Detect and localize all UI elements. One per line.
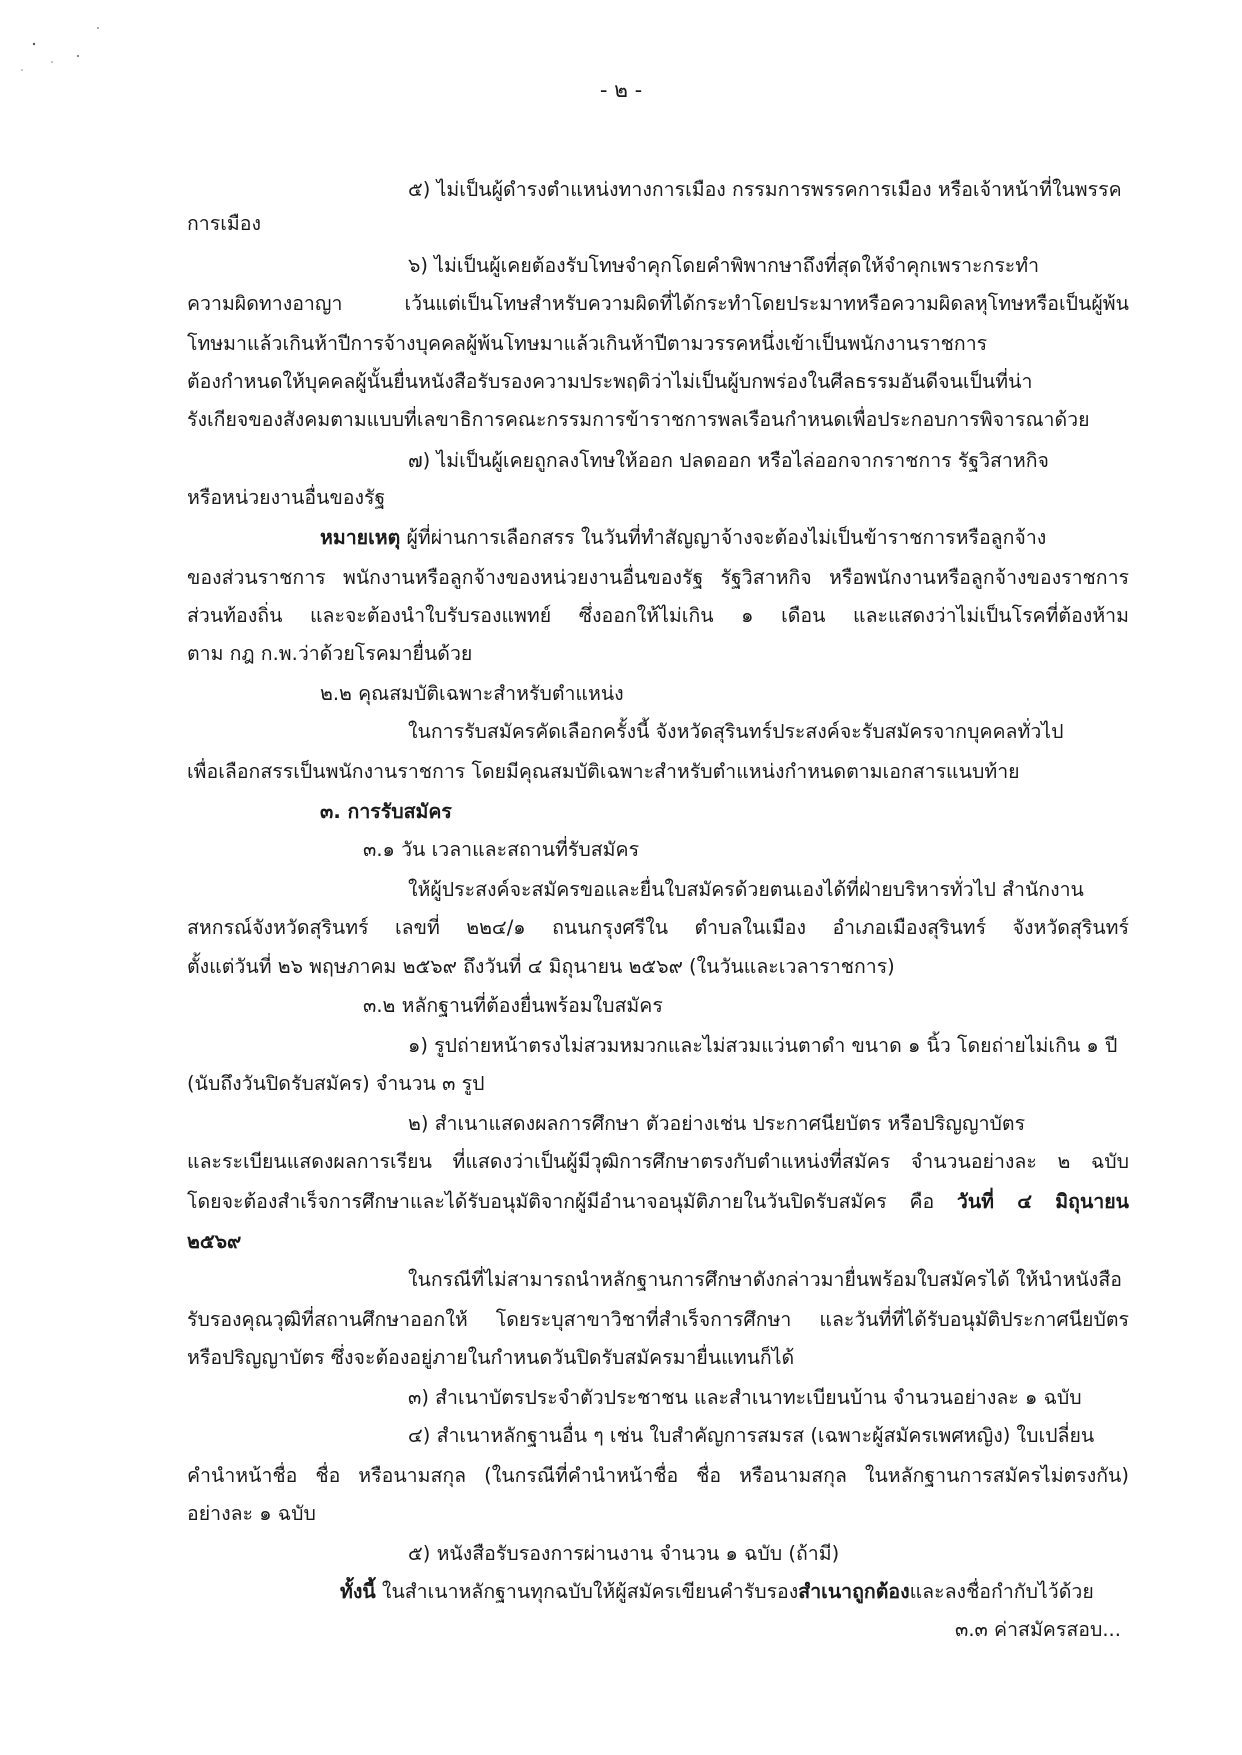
- deadline-date: วันที่ ๔ มิถุนายน: [956, 1190, 1130, 1213]
- clause-5: ๕) ไม่เป็นผู้ดำรงตำแหน่งทางการเมือง กรรมการพรรคการเมือง หรือเจ้าหน้าที่ในพรรค: [408, 178, 1122, 201]
- alt-proof-line-2: รับรองคุณวุฒิที่สถานศึกษาออกให้ โดยระบุสาขาวิชาที่สำเร็จการศึกษา และวันที่ที่ได้รับอนุมัติประกาศนียบัตร: [187, 1308, 1129, 1331]
- note-text: ผู้ที่ผ่านการเลือกสรร ในวันที่ทำสัญญาจ้างจะต้องไม่เป็นข้าราชการหรือลูกจ้าง: [400, 526, 1047, 549]
- note-line-2: ของส่วนราชการ พนักงานหรือลูกจ้างของหน่วยงานอื่นของรัฐ รัฐวิสาหกิจ หรือพนักงานหรือลูกจ้างของราชการ: [187, 566, 1129, 589]
- section-2-2-text-cont: เพื่อเลือกสรรเป็นพนักงานราชการ โดยมีคุณสมบัติเฉพาะสำหรับตำแหน่งกำหนดตามเอกสารแนบท้าย: [187, 760, 1020, 783]
- note-paragraph: [320, 524, 1046, 552]
- section-3-heading: ๓. การรับสมัคร: [320, 800, 452, 823]
- item-1-cont: (นับถึงวันปิดรับสมัคร) จำนวน ๓ รูป: [187, 1072, 485, 1095]
- clause-5-cont: การเมือง: [187, 212, 261, 235]
- item-4-line-2: คำนำหน้าชื่อ ชื่อ หรือนามสกุล (ในกรณีที่คำนำหน้าชื่อ ชื่อ หรือนามสกุล ในหลักฐานการสมัครไม่ตรงกัน): [187, 1464, 1129, 1487]
- certification-label: ทั้งนี้: [340, 1580, 376, 1603]
- item-5: ๕) หนังสือรับรองการผ่านงาน จำนวน ๑ ฉบับ (ถ้ามี): [408, 1542, 840, 1565]
- section-3-2-heading: ๓.๒ หลักฐานที่ต้องยื่นพร้อมใบสมัคร: [363, 994, 663, 1017]
- alt-proof-paragraph: ในกรณีที่ไม่สามารถนำหลักฐานการศึกษาดังกล่าวมายื่นพร้อมใบสมัครได้ ให้นำหนังสือ: [408, 1268, 1122, 1291]
- section-3-1-heading: ๓.๑ วัน เวลาและสถานที่รับสมัคร: [363, 838, 640, 861]
- certification-text-end: และลงชื่อกำกับไว้ด้วย: [909, 1580, 1094, 1603]
- section-3-1-text: ให้ผู้ประสงค์จะสมัครขอและยื่นใบสมัครด้วยตนเองได้ที่ฝ่ายบริหารทั่วไป สำนักงาน: [408, 878, 1084, 901]
- certified-copy-phrase: สำเนาถูกต้อง: [798, 1580, 910, 1603]
- alt-proof-line-3: หรือปริญญาบัตร ซึ่งจะต้องอยู่ภายในกำหนดวันปิดรับสมัครมายื่นแทนก็ได้: [187, 1346, 795, 1369]
- section-2-2-text: ในการรับสมัครคัดเลือกครั้งนี้ จังหวัดสุรินทร์ประสงค์จะรับสมัครจากบุคคลทั่วไป: [408, 720, 1064, 743]
- item-3: ๓) สำเนาบัตรประจำตัวประชาชน และสำเนาทะเบียนบ้าน จำนวนอย่างละ ๑ ฉบับ: [408, 1386, 1082, 1409]
- page-number: - ๒ -: [599, 78, 643, 102]
- item-4: ๔) สำเนาหลักฐานอื่น ๆ เช่น ใบสำคัญการสมรส (เฉพาะผู้สมัครเพศหญิง) ใบเปลี่ยน: [408, 1424, 1095, 1447]
- clause-6-line-5: รังเกียจของสังคมตามแบบที่เลขาธิการคณะกรรมการข้าราชการพลเรือนกำหนดเพื่อประกอบการพิจารณาด้วย: [187, 408, 1090, 431]
- clause-6-line-3: โทษมาแล้วเกินห้าปีการจ้างบุคคลผู้พ้นโทษมาแล้วเกินห้าปีตามวรรคหนึ่งเข้าเป็นพนักงานราชการ: [187, 332, 988, 355]
- section-3-1-line-3: ตั้งแต่วันที่ ๒๖ พฤษภาคม ๒๕๖๙ ถึงวันที่ ๔ มิถุนายน ๒๕๖๙ (ในวันและเวลาราชการ): [187, 955, 895, 978]
- item-2-line-3-text: โดยจะต้องสำเร็จการศึกษาและได้รับอนุมัติจากผู้มีอำนาจอนุมัติภายในวันปิดรับสมัคร คือ: [187, 1190, 957, 1213]
- certification-text: ในสำเนาหลักฐานทุกฉบับให้ผู้สมัครเขียนคำรับรอง: [375, 1580, 799, 1603]
- item-4-line-3: อย่างละ ๑ ฉบับ: [187, 1502, 316, 1525]
- item-1: ๑) รูปถ่ายหน้าตรงไม่สวมหมวกและไม่สวมแว่นตาดำ ขนาด ๑ นิ้ว โดยถ่ายไม่เกิน ๑ ปี: [408, 1034, 1118, 1057]
- deadline-year: ๒๕๖๙: [187, 1230, 242, 1253]
- clause-7: ๗) ไม่เป็นผู้เคยถูกลงโทษให้ออก ปลดออก หรือไล่ออกจากราชการ รัฐวิสาหกิจ: [408, 449, 1049, 472]
- note-label: หมายเหตุ: [320, 526, 401, 549]
- clause-6-line-2: ความผิดทางอาญา เว้นแต่เป็นโทษสำหรับความผิดที่ได้กระทำโดยประมาทหรือความผิดลหุโทษหรือเป็นผู้พ้น: [187, 292, 1129, 315]
- clause-6: ๖) ไม่เป็นผู้เคยต้องรับโทษจำคุกโดยคำพิพากษาถึงที่สุดให้จำคุกเพราะกระทำ: [408, 254, 1040, 277]
- item-2-line-3: [187, 1188, 1129, 1216]
- section-2-2-heading: ๒.๒ คุณสมบัติเฉพาะสำหรับตำแหน่ง: [320, 682, 624, 705]
- certification-note: [340, 1578, 1094, 1606]
- continuation-marker: ๓.๓ ค่าสมัครสอบ...: [955, 1618, 1121, 1641]
- note-line-3: ส่วนท้องถิ่น และจะต้องนำใบรับรองแพทย์ ซึ่งออกให้ไม่เกิน ๑ เดือน และแสดงว่าไม่เป็นโรคที่ต้องห้าม: [187, 604, 1129, 627]
- note-line-4: ตาม กฎ ก.พ.ว่าด้วยโรคมายื่นด้วย: [187, 642, 473, 665]
- item-2: ๒) สำเนาแสดงผลการศึกษา ตัวอย่างเช่น ประกาศนียบัตร หรือปริญญาบัตร: [408, 1112, 1026, 1135]
- clause-6-line-4: ต้องกำหนดให้บุคคลผู้นั้นยื่นหนังสือรับรองความประพฤติว่าไม่เป็นผู้บกพร่องในศีลธรรมอันดีจนเป็นที่น่า: [187, 370, 1033, 393]
- clause-7-cont: หรือหน่วยงานอื่นของรัฐ: [187, 486, 386, 509]
- item-2-line-2: และระเบียนแสดงผลการเรียน ที่แสดงว่าเป็นผู้มีวุฒิการศึกษาตรงกับตำแหน่งที่สมัคร จำนวนอย่างละ ๒ ฉบับ: [187, 1150, 1129, 1173]
- section-3-1-line-2: สหกรณ์จังหวัดสุรินทร์ เลขที่ ๒๒๔/๑ ถนนกรุงศรีใน ตำบลในเมือง อำเภอเมืองสุรินทร์ จังหวัดสุรินทร์: [187, 916, 1129, 939]
